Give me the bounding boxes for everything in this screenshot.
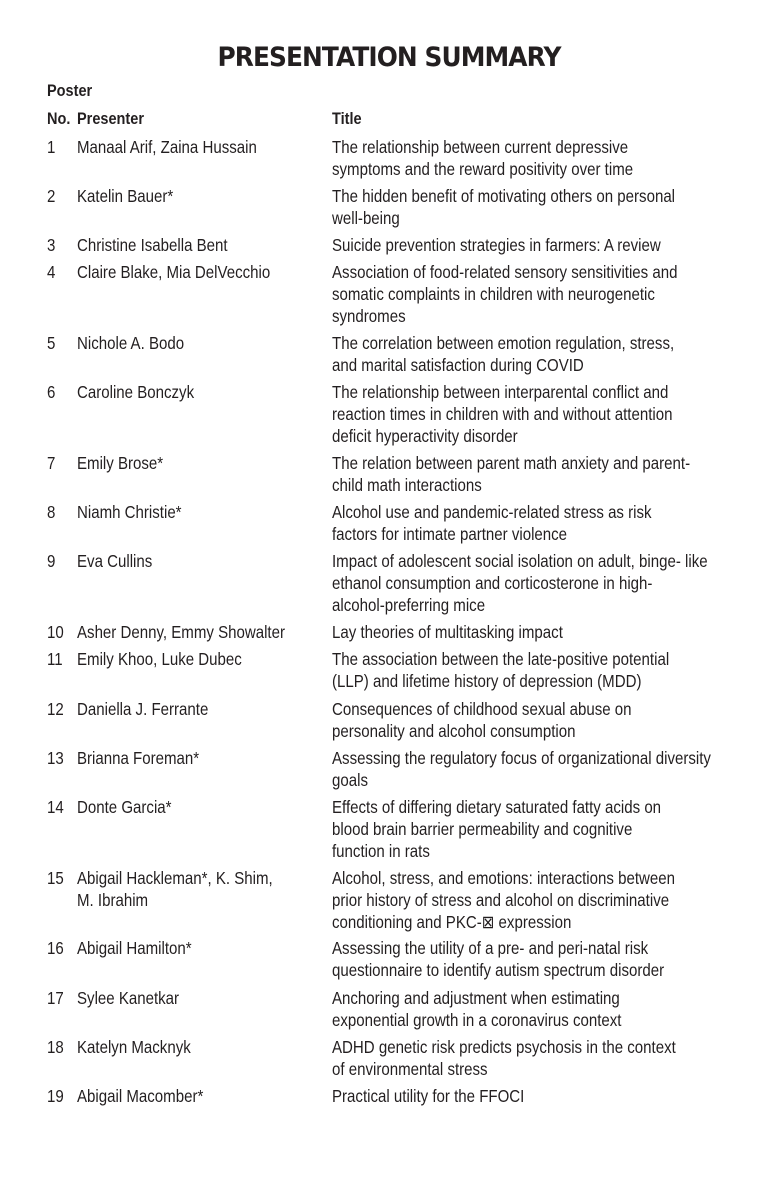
title-cell — [332, 698, 632, 742]
poster-number: 19 — [47, 1086, 64, 1106]
presenter-line: Christine Isabella Bent — [77, 235, 228, 255]
presenter-cell — [77, 261, 270, 283]
poster-number: 12 — [47, 699, 64, 719]
presenter-cell — [77, 987, 179, 1009]
title-line: deficit hyperactivity disorder — [332, 426, 518, 446]
presenter-line: Daniella J. Ferrante — [77, 699, 209, 719]
title-cell — [332, 796, 661, 862]
poster-header: Poster — [47, 82, 93, 100]
title-line: prior history of stress and alcohol on discriminative — [332, 890, 670, 910]
title-cell — [332, 234, 661, 256]
title-cell — [332, 261, 678, 327]
presenter-column-header: Presenter — [77, 110, 145, 128]
title-line: child math interactions — [332, 475, 482, 495]
title-line: The association between the late-positive potential — [332, 649, 670, 669]
title-line: somatic complaints in children with neurogenetic — [332, 284, 655, 304]
title-cell — [332, 648, 669, 692]
title-cell — [332, 332, 674, 376]
presenter-cell — [77, 234, 228, 256]
title-line: Assessing the utility of a pre- and peri-natal risk — [332, 938, 649, 958]
presenter-line: Abigail Hamilton* — [77, 938, 192, 958]
presenter-cell — [77, 867, 273, 911]
presenter-cell — [77, 136, 257, 158]
poster-number: 9 — [47, 551, 56, 571]
poster-number: 13 — [47, 748, 64, 768]
title-line: blood brain barrier permeability and cognitive — [332, 819, 633, 839]
title-line: symptoms and the reward positivity over time — [332, 159, 634, 179]
presenter-line: Donte Garcia* — [77, 797, 172, 817]
title-line: Practical utility for the FFOCI — [332, 1086, 525, 1106]
presenter-cell — [77, 185, 173, 207]
title-line: questionnaire to identify autism spectrum disorder — [332, 960, 665, 980]
title-line: function in rats — [332, 841, 430, 861]
title-line: Association of food-related sensory sensitivities and — [332, 262, 678, 282]
title-line: conditioning and PKC-⊠ expression — [332, 912, 572, 932]
title-line: personality and alcohol consumption — [332, 721, 576, 741]
presenter-line: Brianna Foreman* — [77, 748, 200, 768]
title-line: The relation between parent math anxiety and parent- — [332, 453, 691, 473]
title-cell — [332, 937, 664, 981]
title-line: ethanol consumption and corticosterone in high- — [332, 573, 653, 593]
title-line: ADHD genetic risk predicts psychosis in the context — [332, 1037, 676, 1057]
title-cell — [332, 621, 563, 643]
presenter-line: Katelin Bauer* — [77, 186, 174, 206]
presenter-cell — [77, 698, 208, 720]
poster-number: 5 — [47, 333, 56, 353]
title-line: Anchoring and adjustment when estimating — [332, 988, 620, 1008]
presenter-line: Nichole A. Bodo — [77, 333, 185, 353]
title-line: Alcohol use and pandemic-related stress as risk — [332, 502, 652, 522]
title-line: reaction times in children with and without attention — [332, 404, 673, 424]
poster-number: 1 — [47, 137, 56, 157]
presenter-line: Katelyn Macknyk — [77, 1037, 191, 1057]
title-cell — [332, 185, 675, 229]
title-line: Lay theories of multitasking impact — [332, 622, 563, 642]
poster-number: 3 — [47, 235, 56, 255]
presenter-cell — [77, 501, 182, 523]
title-line: Alcohol, stress, and emotions: interactions between — [332, 868, 675, 888]
presenter-line: Abigail Macomber* — [77, 1086, 204, 1106]
presenter-cell — [77, 796, 172, 818]
title-line: (LLP) and lifetime history of depression (MDD) — [332, 671, 642, 691]
title-line: The correlation between emotion regulation, stress, — [332, 333, 675, 353]
poster-number: 7 — [47, 453, 56, 473]
title-line: The hidden benefit of motivating others on personal — [332, 186, 676, 206]
title-line: Assessing the regulatory focus of organizational diversity — [332, 748, 711, 768]
poster-number: 16 — [47, 938, 64, 958]
title-cell — [332, 550, 708, 616]
presenter-line: Manaal Arif, Zaina Hussain — [77, 137, 257, 157]
title-cell — [332, 1036, 676, 1080]
presenter-cell — [77, 648, 242, 670]
presenter-cell — [77, 332, 184, 354]
poster-number: 17 — [47, 988, 64, 1008]
presenter-line: M. Ibrahim — [77, 890, 149, 910]
title-cell — [332, 501, 652, 545]
presenter-cell — [77, 747, 199, 769]
presenter-cell — [77, 1036, 191, 1058]
poster-number: 4 — [47, 262, 56, 282]
title-line: syndromes — [332, 306, 406, 326]
title-cell — [332, 136, 633, 180]
title-column-header: Title — [332, 110, 362, 128]
title-cell — [332, 1085, 524, 1107]
presenter-cell — [77, 937, 192, 959]
poster-number: 8 — [47, 502, 56, 522]
title-line: The relationship between interparental conflict and — [332, 382, 669, 402]
presenter-line: Abigail Hackleman*, K. Shim, — [77, 868, 273, 888]
presenter-line: Niamh Christie* — [77, 502, 182, 522]
title-line: Suicide prevention strategies in farmers: A review — [332, 235, 661, 255]
title-line: well-being — [332, 208, 400, 228]
title-line: goals — [332, 770, 368, 790]
title-line: factors for intimate partner violence — [332, 524, 568, 544]
title-cell — [332, 452, 690, 496]
poster-number: 6 — [47, 382, 56, 402]
presenter-cell — [77, 452, 163, 474]
title-line: exponential growth in a coronavirus context — [332, 1010, 622, 1030]
presenter-line: Caroline Bonczyk — [77, 382, 195, 402]
poster-number: 10 — [47, 622, 64, 642]
presenter-line: Emily Khoo, Luke Dubec — [77, 649, 242, 669]
poster-number: 11 — [47, 649, 63, 669]
presenter-line: Asher Denny, Emmy Showalter — [77, 622, 285, 642]
presenter-cell — [77, 550, 152, 572]
title-line: The relationship between current depressive — [332, 137, 629, 157]
title-cell — [332, 747, 711, 791]
title-line: Effects of differing dietary saturated fatty acids on — [332, 797, 662, 817]
title-cell — [332, 381, 672, 447]
title-cell — [332, 867, 675, 933]
title-line: Impact of adolescent social isolation on adult, binge- like — [332, 551, 708, 571]
poster-number: 14 — [47, 797, 64, 817]
presenter-line: Emily Brose* — [77, 453, 164, 473]
presenter-line: Eva Cullins — [77, 551, 153, 571]
poster-number: 18 — [47, 1037, 64, 1057]
number-column-header: No. — [47, 110, 71, 128]
poster-number: 15 — [47, 868, 64, 888]
title-line: Consequences of childhood sexual abuse on — [332, 699, 632, 719]
poster-number: 2 — [47, 186, 56, 206]
presenter-line: Sylee Kanetkar — [77, 988, 180, 1008]
presenter-line: Claire Blake, Mia DelVecchio — [77, 262, 271, 282]
presenter-cell — [77, 381, 194, 403]
title-line: alcohol-preferring mice — [332, 595, 486, 615]
presenter-cell — [77, 1085, 203, 1107]
presenter-cell — [77, 621, 285, 643]
title-line: and marital satisfaction during COVID — [332, 355, 584, 375]
title-line: of environmental stress — [332, 1059, 488, 1079]
page-title: PRESENTATION SUMMARY — [217, 42, 561, 73]
title-cell — [332, 987, 621, 1031]
